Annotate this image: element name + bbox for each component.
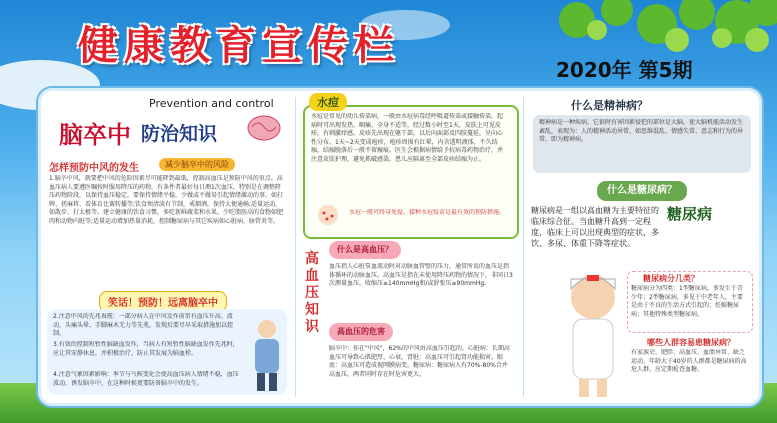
elderly-illustration-icon [245, 317, 289, 393]
stroke-title-main: 脑卒中 [59, 120, 131, 149]
health-column [299, 91, 521, 403]
stroke-column [41, 91, 293, 403]
stroke-tip: 3.有效的控制短暂性脑缺血发作，当病人有短暂性脑缺血发作先兆时，应让其安静休息，并积极治疗，防止其发展为脑血栓。 [53, 341, 239, 357]
diabetes-text: 糖尿病是一组以高血糖为主要特征的临床综合征。当血糖升高到一定程度，临床上可以出现典型的症状，多饮、多尿、体重下降等症状。 [531, 206, 659, 248]
stroke-title-sub: 防治知识 [141, 123, 218, 145]
issue-number: 2020年 第5期 [556, 58, 693, 82]
stroke-intro: 1.脑卒中风，就要把中风的危险因素尽可能降到最低，控制高血压是预防中风的重点。高血压病人要遵医嘱按时服用降压的药物，有条件者最好每日测1次血压，特别是在调整降压药物阶段，以保持血压稳定，要保持情绪平稳，少做或不做易引起情绪激动的事，如打牌、搓麻将、看体育比赛转播等;饮食须清淡有节制，戒烟酒，保持大便通畅;适量运动，如散步、打太极等。建立健康的饮食习惯，多吃新鲜蔬菜和水果，少吃脂肪高的食物如肥肉和动物内脏等;适量运动增加热量消耗，控制糖尿病与其它疾病如心脏病、脉管炎等。 [49, 175, 284, 225]
stroke-banner: 笑话！预防！远离脑卒中 [99, 291, 227, 312]
hypertension-head-1: 什么是高血压？ [329, 241, 401, 259]
hypertension-vertical-title: 高血压知识 [305, 251, 319, 335]
column-divider [295, 97, 296, 397]
diabetes-types-title: 糖尿病分几类？ [643, 274, 699, 283]
stroke-subhead-tag: 减少脑卒中的风险 [159, 158, 235, 171]
column-divider [523, 97, 524, 397]
hypertension-text-2: 脑卒中：你在"中风"，62%的中风由高血压引起的。心脏病：长期高血压可导致心肌肥厚、心衰。肾脏：高血压可引起肾功能损害。眼底：高血压可造成视网膜病变。糖尿病：糖尿病人有70%-80%合并高血压，两者同时存在时危害更大。 [329, 345, 510, 378]
page-title: 健康教育宣传栏 [78, 22, 400, 69]
diabetes-sticker: 糖尿病 [667, 205, 713, 223]
hypertension-text-1: 血压指人心脏泵血流动时对动脉血管壁的压力。通常所说的血压是指体循环的动脉血压。高血压是指在未使用降压药物的情况下，非同日3次测量血压，收缩压≥140mmHg和/或舒张压≥90mmHg。 [329, 263, 513, 288]
hypertension-head-2: 高血压的危害 [329, 323, 393, 341]
stroke-tip: 2.注意中风的先兆表现：一部分病人在中风发作前常有血压升高、波动，头痛头晕、手脚麻木无力等先兆，发现后要尽早采取措施加以控制。 [53, 313, 234, 337]
mental-diabetes-column [527, 91, 755, 403]
mental-text: 精神病是一种疾病，它俱时有害因素侵犯的部位是大脑，使大脑机能活动发生紊乱，表现为：人的精神活动异常，如思维混乱、情感失常、意志和行为的异常，即为精神病。 [539, 119, 744, 144]
varicella-text: 水痘是常见的幼儿传染病，一般由水痘病毒经呼吸道传染或接触传染。起病时可出现发热、咽痛、全身不适等，经过数小时至1天，皮肤上可见皮疹，有刺激痒感。皮疹先出现在躯干部，以后向面部及四肢蔓延，呈向心性分布。1天~2天变成疱疹，疱疹周围有红晕，内含透明液体，不久结痂，结痂脱落后一般不留瘢痕。医生会根据病情给予抗病毒药物治疗，并注意皮肤护理，避免抓破感染。患儿应隔离至全部皮疹结痂为止。 [311, 113, 504, 163]
nurse-illustration-icon [553, 271, 631, 399]
brain-icon [246, 113, 282, 143]
child-illustration-icon [311, 203, 345, 233]
diabetes-risk-text: 有家族史、肥胖、高血压、血脂异常、缺乏运动、年龄大于40岁的人群都是糖尿病的高危人群，应定期检查血糖。 [631, 349, 747, 374]
stroke-tip: 4.注意气象因素影响：季节与气候变化会使高血压病人情绪不稳，血压波动，诱发脑卒中，在这种时候更要防备脑卒中的发生。 [53, 371, 239, 387]
diabetes-question: 什么是糖尿病？ [597, 181, 687, 201]
board-panel [38, 88, 762, 406]
varicella-note: 水痘一般可终身免疫，接种水痘疫苗是最有效的预防措施。 [349, 209, 506, 216]
varicella-tag: 水痘 [309, 93, 347, 111]
diabetes-types-text: 糖尿病分为四类：1型糖尿病，多发生于青少年；2型糖尿病，多见于中老年人，主要是由于不良的生活方式引起的；妊娠糖尿病；其他特殊类型糖尿病。 [631, 285, 743, 318]
stroke-en-title: Prevention and control [149, 97, 274, 110]
mental-question: 什么是精神病？ [571, 99, 648, 112]
stroke-subhead: 怎样预防中风的发生 [49, 163, 139, 174]
diabetes-risk-title: 哪些人群容易患糖尿病？ [647, 338, 735, 347]
